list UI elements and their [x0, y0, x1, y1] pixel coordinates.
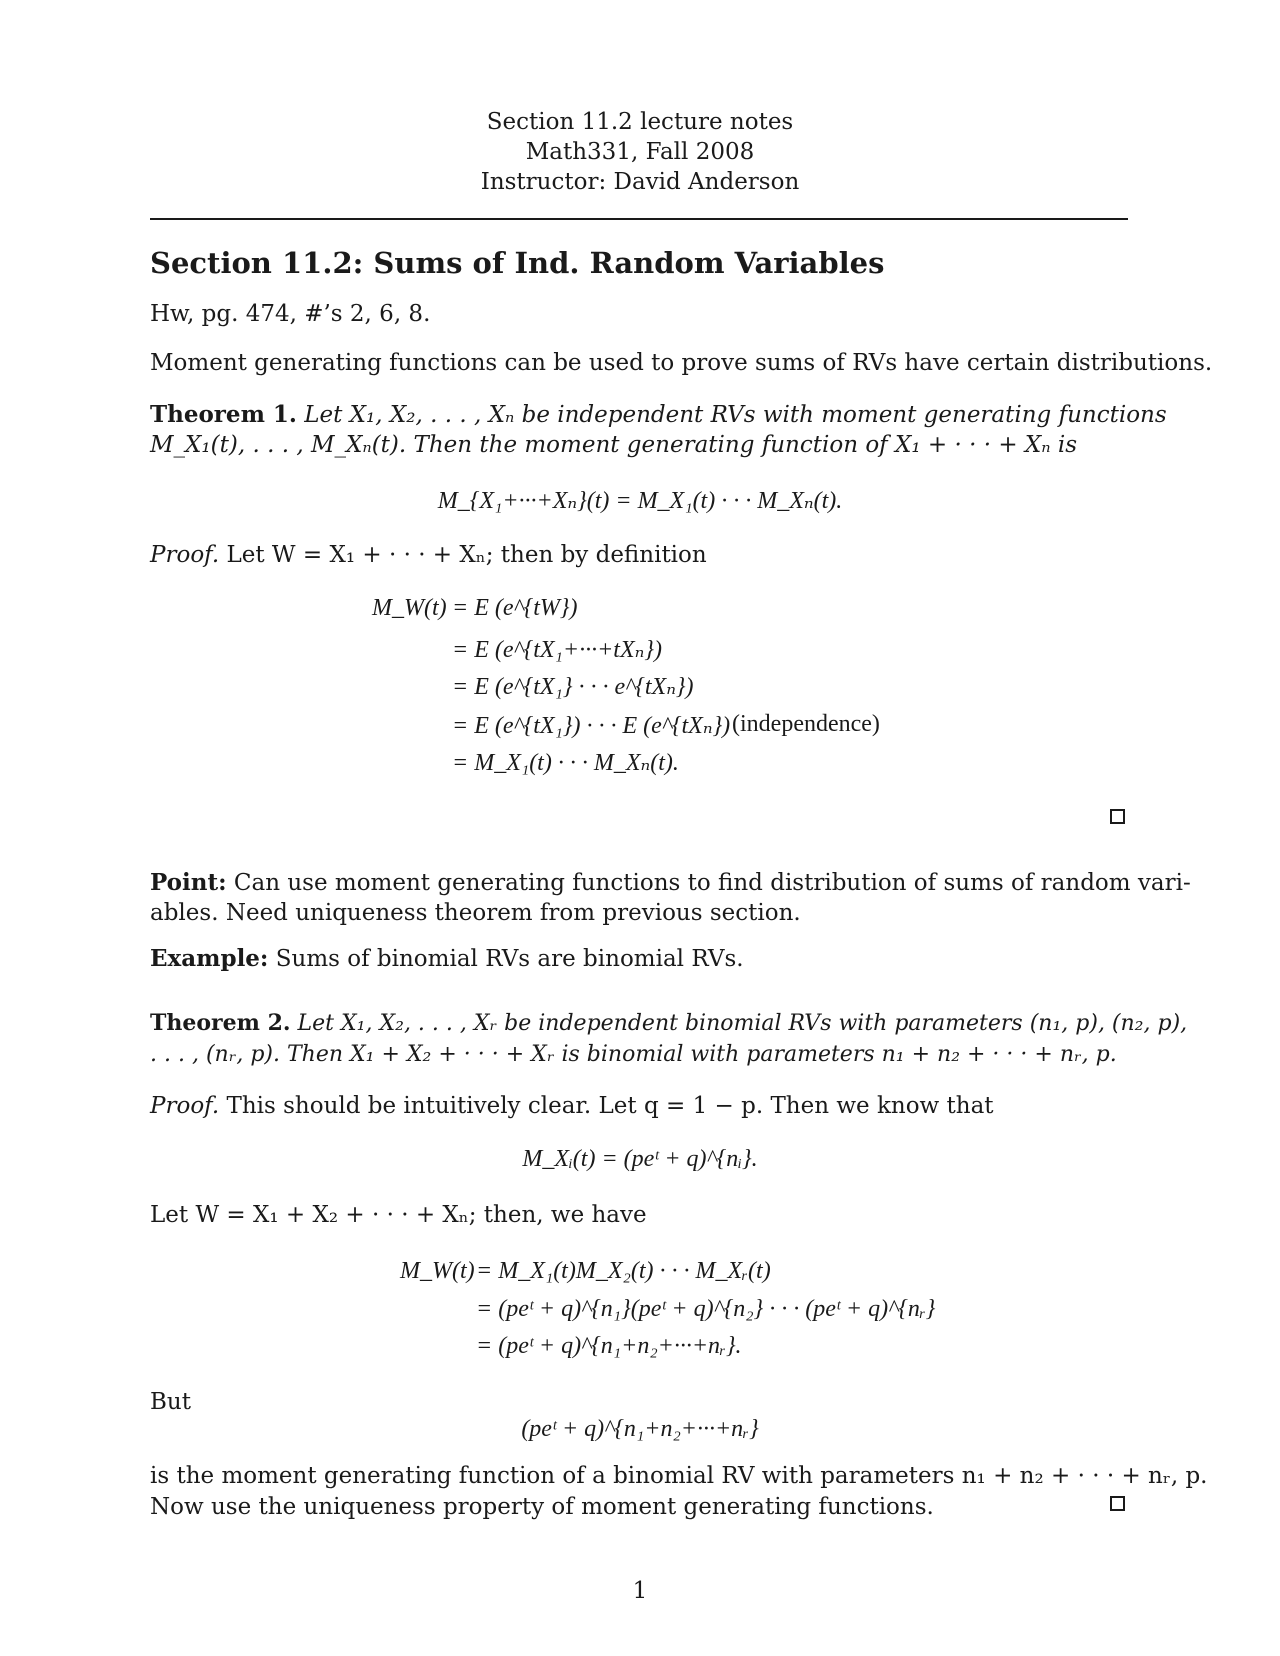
qed-box-2	[1110, 1496, 1125, 1511]
proof-1-lhs: M_W(t)	[372, 595, 447, 621]
header-line-3: Instructor: David Anderson	[480, 169, 800, 195]
point-line-1: Can use moment generating functions to find distribution of sums of random vari-	[233, 870, 1191, 896]
proof-2-step-2: = (peᵗ + q)^{n₁}(peᵗ + q)^{n₂} · · · (peᵗ + q)^{nᵣ}	[476, 1296, 936, 1322]
proof-2-lhs: M_W(t)	[400, 1258, 475, 1284]
example-label: Example:	[150, 945, 269, 972]
point-label: Point:	[150, 869, 227, 896]
theorem-2-line-2: . . . , (nᵣ, p). Then X₁ + X₂ + · · · + Xᵣ is binomial with parameters n₁ + n₂ + · · · + nᵣ, p.	[150, 1042, 1117, 1067]
theorem-1	[150, 399, 1167, 431]
proof-1-intro	[150, 540, 707, 571]
proof-2-intro	[150, 1091, 994, 1122]
theorem-1-line-2: M_X₁(t), . . . , M_Xₙ(t). Then the moment generating function of X₁ + · · · + Xₙ is	[150, 432, 1078, 458]
page-number: 1	[632, 1578, 648, 1604]
proof-2-closing-2: Now use the uniqueness property of moment generating functions.	[150, 1494, 934, 1520]
proof-2-label: Proof.	[150, 1093, 220, 1119]
proof-1-step-2: = E (e^{tX₁+···+tXₙ})	[452, 637, 662, 663]
proof-2-display-1: M_Xᵢ(t) = (peᵗ + q)^{nᵢ}.	[522, 1146, 758, 1172]
homework-line: Hw, pg. 474, #’s 2, 6, 8.	[150, 301, 431, 327]
header-line-2: Math331, Fall 2008	[525, 139, 755, 165]
proof-1-step-4: = E (e^{tX₁}) · · · E (e^{tXₙ})	[452, 713, 731, 739]
header-line-1: Section 11.2 lecture notes	[486, 109, 794, 135]
example-text: Sums of binomial RVs are binomial RVs.	[275, 946, 744, 972]
theorem-2-label: Theorem 2.	[150, 1010, 291, 1036]
theorem-1-display: M_{X₁+···+Xₙ}(t) = M_X₁(t) · · · M_Xₙ(t).	[437, 488, 843, 514]
theorem-1-label: Theorem 1.	[150, 401, 297, 428]
proof-2-step-3: = (peᵗ + q)^{n₁+n₂+···+nᵣ}.	[476, 1333, 742, 1359]
theorem-2	[150, 1008, 1187, 1039]
proof-2-let-line: Let W = X₁ + X₂ + · · · + Xₙ; then, we have	[150, 1202, 647, 1228]
proof-2-text: This should be intuitively clear. Let q = 1 − p. Then we know that	[226, 1093, 994, 1119]
header-rule	[150, 218, 1128, 220]
qed-box-1	[1110, 809, 1125, 824]
proof-2-closing-1: is the moment generating function of a binomial RV with parameters n₁ + n₂ + · · · + nᵣ, p.	[150, 1463, 1208, 1489]
proof-2-but: But	[150, 1389, 191, 1415]
proof-1-step-3: = E (e^{tX₁} · · · e^{tXₙ})	[452, 674, 694, 700]
proof-1-step-5: = M_X₁(t) · · · M_Xₙ(t).	[452, 750, 679, 776]
theorem-2-line-1: Let X₁, X₂, . . . , Xᵣ be independent binomial RVs with parameters (n₁, p), (n₂, p),	[297, 1011, 1188, 1036]
proof-1-note: (independence)	[732, 711, 880, 737]
section-title: Section 11.2: Sums of Ind. Random Variables	[150, 246, 885, 280]
intro-paragraph: Moment generating functions can be used to prove sums of RVs have certain distributions.	[150, 350, 1213, 376]
point-line-2: ables. Need uniqueness theorem from previous section.	[150, 900, 801, 926]
proof-2-step-1: = M_X₁(t)M_X₂(t) · · · M_Xᵣ(t)	[476, 1258, 771, 1284]
proof-2-display-2: (peᵗ + q)^{n₁+n₂+···+nᵣ}	[521, 1416, 759, 1442]
proof-1-label: Proof.	[150, 542, 220, 568]
theorem-1-line-1: Let X₁, X₂, . . . , Xₙ be independent RVs with moment generating functions	[304, 402, 1167, 428]
proof-1-step-1: = E (e^{tW})	[452, 595, 578, 621]
example-paragraph	[150, 943, 744, 975]
proof-1-text: Let W = X₁ + · · · + Xₙ; then by definition	[226, 542, 707, 568]
point-paragraph	[150, 867, 1191, 899]
